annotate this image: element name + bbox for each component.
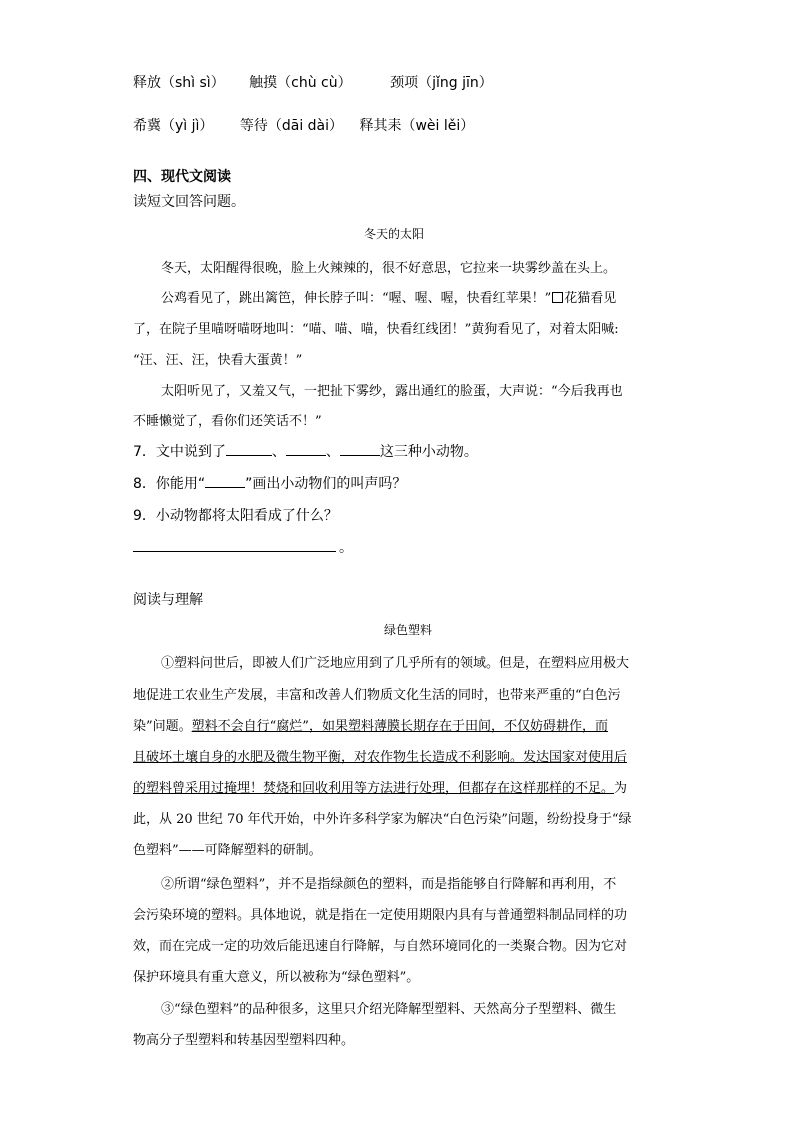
story-paragraph: 公鸡看见了，跳出篱笆，伸长脖子叫：“喔、喔、喔，快看红苹果！” 花猫看见 (161, 291, 617, 306)
question-7: 7．文中说到了 、 、 这三种小动物。 (133, 441, 478, 461)
article-line: 地促进工农业生产发展，丰富和改善人们物质文化生活的同时，也带来严重的“白色污 (133, 688, 621, 703)
pinyin-row-1 (133, 72, 493, 92)
article-line: 染”问题。塑料不会自行“腐烂”，如果塑料薄膜长期存在于田间，不仅妨碍耕作，而 (133, 719, 608, 734)
pinyin-item: 触摸（chù cù） (249, 75, 352, 91)
answer-blank[interactable] (340, 441, 380, 456)
underlined-sentence: 且破坏土壤自身的水肥及微生物平衡，对农作物生长造成不利影响。发达国家对使用后 (133, 750, 628, 765)
article-line: 的塑料曾采用过掩埋！焚烧和回收利用等方法进行处理，但都存在这样那样的不足。为 (133, 781, 628, 796)
placeholder-box (552, 292, 563, 303)
section-heading: 阅读与理解 (133, 592, 203, 608)
article-title: 绿色塑料 (384, 623, 433, 637)
answer-blank[interactable] (133, 537, 336, 552)
pinyin-item: 释其耒（wèi lěi） (359, 118, 475, 134)
answer-blank[interactable] (286, 441, 326, 456)
article-line: 效，而在完成一定的功效后能迅速自行降解，与自然环境同化的一类聚合物。因为它对 (133, 939, 628, 954)
question-9: 9．小动物都将太阳看成了什么？ (133, 508, 338, 524)
story-line: 不睡懒觉了，看你们还笑话不！” (133, 414, 322, 429)
pinyin-item: 释放（shì sì） (133, 75, 225, 91)
pinyin-item: 颈项（jǐng jīn） (390, 75, 493, 91)
story-paragraph: 冬天，太阳醒得很晚，脸上火辣辣的，很不好意思，它拉来一块雾纱盖在头上。 (161, 261, 617, 276)
article-line: 色塑料”——可降解塑料的研制。 (133, 843, 322, 858)
story-line: 了，在院子里喵呀喵呀地叫：“喵、喵、喵，快看红线团！”黄狗看见了，对着太阳喊: (133, 322, 619, 337)
story-line: “汪、汪、汪，快看大蛋黄！” (133, 353, 303, 368)
article-line: ②所谓“绿色塑料”，并不是指绿颜色的塑料，而是指能够自行降解和再利用，不 (161, 877, 617, 892)
pinyin-item: 等待（dāi dài） (239, 118, 344, 134)
answer-blank[interactable] (226, 441, 272, 456)
article-line: ③“绿色塑料”的品种很多，这里只介绍光降解型塑料、天然高分子型塑料、微生 (161, 1002, 617, 1017)
underlined-sentence: 塑料不会自行“腐烂”，如果塑料薄膜长期存在于田间，不仅妨碍耕作，而 (191, 719, 608, 734)
article-line: 此，从 20 世纪 70 年代开始，中外许多科学家为解决“白色污染”问题，纷纷投身于“绿 (133, 812, 632, 827)
article-line: 会污染环境的塑料。具体地说，就是指在一定使用期限内具有与普通塑料制品同样的功 (133, 908, 628, 923)
answer-line-9: 。 (133, 537, 353, 557)
story-title: 冬天的太阳 (364, 227, 425, 241)
underlined-sentence: 的塑料曾采用过掩埋！焚烧和回收利用等方法进行处理，但都存在这样那样的不足。 (133, 781, 615, 796)
instruction-text: 读短文回答问题。 (133, 194, 245, 210)
article-line: 保护环境具有重大意义，所以被称为“绿色塑料”。 (133, 970, 420, 985)
article-line: 物高分子型塑料和转基因型塑料四种。 (133, 1033, 355, 1048)
question-8: 8．你能用“ ”画出小动物们的叫声吗？ (133, 473, 406, 493)
answer-blank[interactable] (205, 473, 245, 488)
article-line: ①塑料问世后，即被人们广泛地应用到了几乎所有的领域。但是，在塑料应用极大 (161, 656, 630, 671)
pinyin-row-2 (133, 115, 474, 135)
story-paragraph: 太阳听见了，又羞又气，一把扯下雾纱，露出通红的脸蛋，大声说：“今后我再也 (161, 384, 623, 399)
pinyin-item: 希冀（yì jì） (133, 118, 214, 134)
section-heading: 四、现代文阅读 (133, 169, 231, 185)
